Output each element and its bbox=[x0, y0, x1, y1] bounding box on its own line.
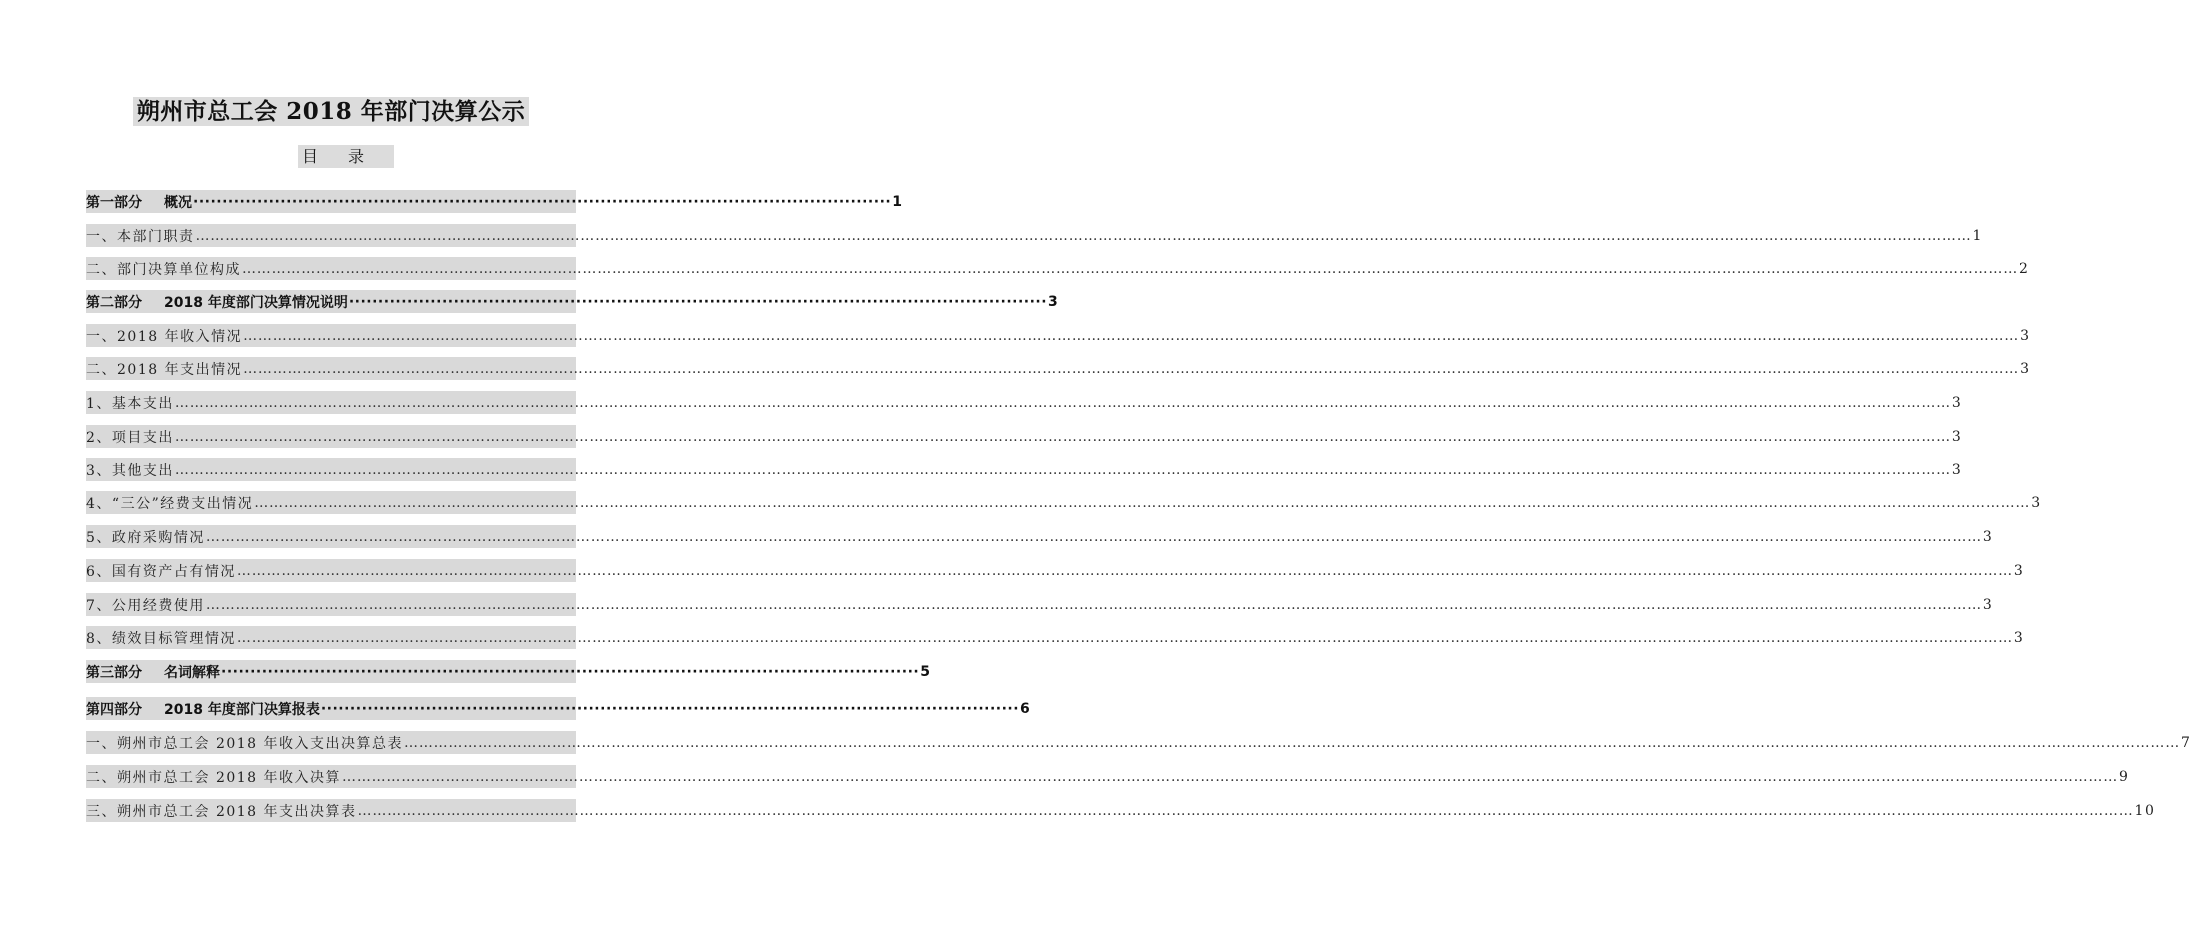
toc-entry[interactable] bbox=[86, 593, 1994, 616]
toc-page-number: 3 bbox=[1951, 394, 1963, 411]
toc-page-number: 5 bbox=[920, 663, 930, 680]
toc-entry[interactable] bbox=[86, 257, 2030, 280]
toc-page-number: 10 bbox=[2134, 802, 2156, 819]
toc-leader-dots: ························································································································ bbox=[348, 293, 1048, 310]
toc-entry[interactable] bbox=[86, 799, 2156, 822]
toc-entry-label: 6、国有资产占有情况 bbox=[86, 563, 236, 580]
toc-leader-dots: ……………………………………………………………………………………………………………………………………………………………………………………………………………………………………………………………………………………………………………………………… bbox=[236, 562, 2013, 579]
toc-entry-label: 3、其他支出 bbox=[86, 462, 174, 479]
toc-entry[interactable] bbox=[86, 324, 2031, 347]
toc-page-number: 9 bbox=[2119, 768, 2130, 785]
toc-heading-text: 目录 bbox=[298, 145, 394, 168]
toc-leader-dots: ……………………………………………………………………………………………………………………………………………………………………………………………………………………………………………………………………………………………………………………………… bbox=[205, 596, 1982, 613]
toc-leader-dots: ……………………………………………………………………………………………………………………………………………………………………………………………………………………………………………………………………………………………………………………………… bbox=[404, 734, 2181, 751]
toc-entry-label: 二、朔州市总工会 2018 年收入决算 bbox=[86, 769, 342, 786]
toc-leader-dots: ……………………………………………………………………………………………………………………………………………………………………………………………………………………………………………………………………………………………………………………………… bbox=[174, 394, 1951, 411]
toc-entry-label: 一、朔州市总工会 2018 年收入支出决算总表 bbox=[86, 735, 404, 752]
toc-entry-label: 8、绩效目标管理情况 bbox=[86, 630, 236, 647]
toc-entry-label: 二、2018 年支出情况 bbox=[86, 361, 243, 378]
toc-page-number: 1 bbox=[1972, 227, 1983, 244]
toc-entry-label: 一、2018 年收入情况 bbox=[86, 328, 243, 345]
toc-entry-label: 2、项目支出 bbox=[86, 429, 174, 446]
toc-entry[interactable] bbox=[86, 491, 2042, 514]
toc-entry-label: 第三部分 名词解释 bbox=[86, 664, 220, 681]
toc-entry[interactable] bbox=[86, 190, 902, 213]
toc-page-number: 3 bbox=[1951, 461, 1963, 478]
toc-entry[interactable] bbox=[86, 697, 1030, 720]
toc-entry-label: 1、基本支出 bbox=[86, 395, 174, 412]
toc-entry-label: 第二部分 2018 年度部门决算情况说明 bbox=[86, 294, 348, 311]
toc-leader-dots: ……………………………………………………………………………………………………………………………………………………………………………………………………………………………………………………………………………………………………………………………… bbox=[357, 802, 2134, 819]
toc-entry-label: 第四部分 2018 年度部门决算报表 bbox=[86, 701, 320, 718]
toc-entry-label: 二、部门决算单位构成 bbox=[86, 261, 241, 278]
toc-leader-dots: ……………………………………………………………………………………………………………………………………………………………………………………………………………………………………………………………………………………………………………………………… bbox=[243, 327, 2020, 344]
toc-entry-label: 三、朔州市总工会 2018 年支出决算表 bbox=[86, 803, 357, 820]
toc-page-number: 3 bbox=[2020, 327, 2031, 344]
toc-entry[interactable] bbox=[86, 357, 2031, 380]
toc-leader-dots: ……………………………………………………………………………………………………………………………………………………………………………………………………………………………………………………………………………………………………………………………… bbox=[205, 528, 1982, 545]
toc-page-number: 6 bbox=[1020, 700, 1030, 717]
toc-entry-label: 4、“三公”经费支出情况 bbox=[86, 495, 254, 512]
toc-entry[interactable] bbox=[86, 731, 2192, 754]
toc-page-number: 7 bbox=[2181, 734, 2192, 751]
toc-page-number: 3 bbox=[2031, 494, 2042, 511]
toc-leader-dots: ……………………………………………………………………………………………………………………………………………………………………………………………………………………………………………………………………………………………………………………………… bbox=[174, 461, 1951, 478]
toc-leader-dots: ……………………………………………………………………………………………………………………………………………………………………………………………………………………………………………………………………………………………………………………………… bbox=[195, 227, 1972, 244]
toc-page-number: 2 bbox=[2019, 260, 2030, 277]
toc-page-number: 3 bbox=[2013, 562, 2025, 579]
toc-leader-dots: ……………………………………………………………………………………………………………………………………………………………………………………………………………………………………………………………………………………………………………………………… bbox=[254, 494, 2031, 511]
toc-entry[interactable] bbox=[86, 224, 1983, 247]
toc-entry[interactable] bbox=[86, 290, 1058, 313]
toc-entry-label: 7、公用经费使用 bbox=[86, 597, 205, 614]
toc-entry[interactable] bbox=[86, 765, 2130, 788]
toc-page-number: 3 bbox=[2013, 629, 2025, 646]
toc-page-number: 3 bbox=[2020, 360, 2031, 377]
toc-heading bbox=[0, 142, 662, 172]
toc-leader-dots: ……………………………………………………………………………………………………………………………………………………………………………………………………………………………………………………………………………………………………………………………… bbox=[243, 360, 2020, 377]
toc-leader-dots: ························································································································ bbox=[320, 700, 1020, 717]
toc-entry[interactable] bbox=[86, 458, 1963, 481]
toc-entry[interactable] bbox=[86, 425, 1963, 448]
toc-page-number: 1 bbox=[892, 193, 902, 210]
toc-page-number: 3 bbox=[1951, 428, 1963, 445]
toc-leader-dots: ……………………………………………………………………………………………………………………………………………………………………………………………………………………………………………………………………………………………………………………………… bbox=[236, 629, 2013, 646]
toc-page-number: 3 bbox=[1982, 596, 1994, 613]
toc-entry[interactable] bbox=[86, 626, 2025, 649]
toc-leader-dots: ……………………………………………………………………………………………………………………………………………………………………………………………………………………………………………………………………………………………………………………………… bbox=[174, 428, 1951, 445]
document-title bbox=[0, 92, 662, 132]
toc-entry[interactable] bbox=[86, 525, 1994, 548]
toc-page-number: 3 bbox=[1048, 293, 1058, 310]
toc-entry[interactable] bbox=[86, 391, 1963, 414]
toc-leader-dots: ························································································································ bbox=[193, 193, 892, 210]
toc-entry-label: 5、政府采购情况 bbox=[86, 529, 205, 546]
toc-page-number: 3 bbox=[1982, 528, 1994, 545]
toc-entry-label: 一、本部门职责 bbox=[86, 228, 195, 245]
document-title-text: 朔州市总工会 2018 年部门决算公示 bbox=[133, 97, 530, 126]
toc-leader-dots: ……………………………………………………………………………………………………………………………………………………………………………………………………………………………………………………………………………………………………………………………… bbox=[242, 260, 2018, 277]
toc-entry[interactable] bbox=[86, 559, 2025, 582]
toc-entry[interactable] bbox=[86, 660, 930, 683]
toc-entry-label: 第一部分 概况 bbox=[86, 194, 192, 211]
toc-leader-dots: ························································································································ bbox=[221, 663, 920, 680]
toc-leader-dots: ……………………………………………………………………………………………………………………………………………………………………………………………………………………………………………………………………………………………………………………………… bbox=[342, 768, 2119, 785]
